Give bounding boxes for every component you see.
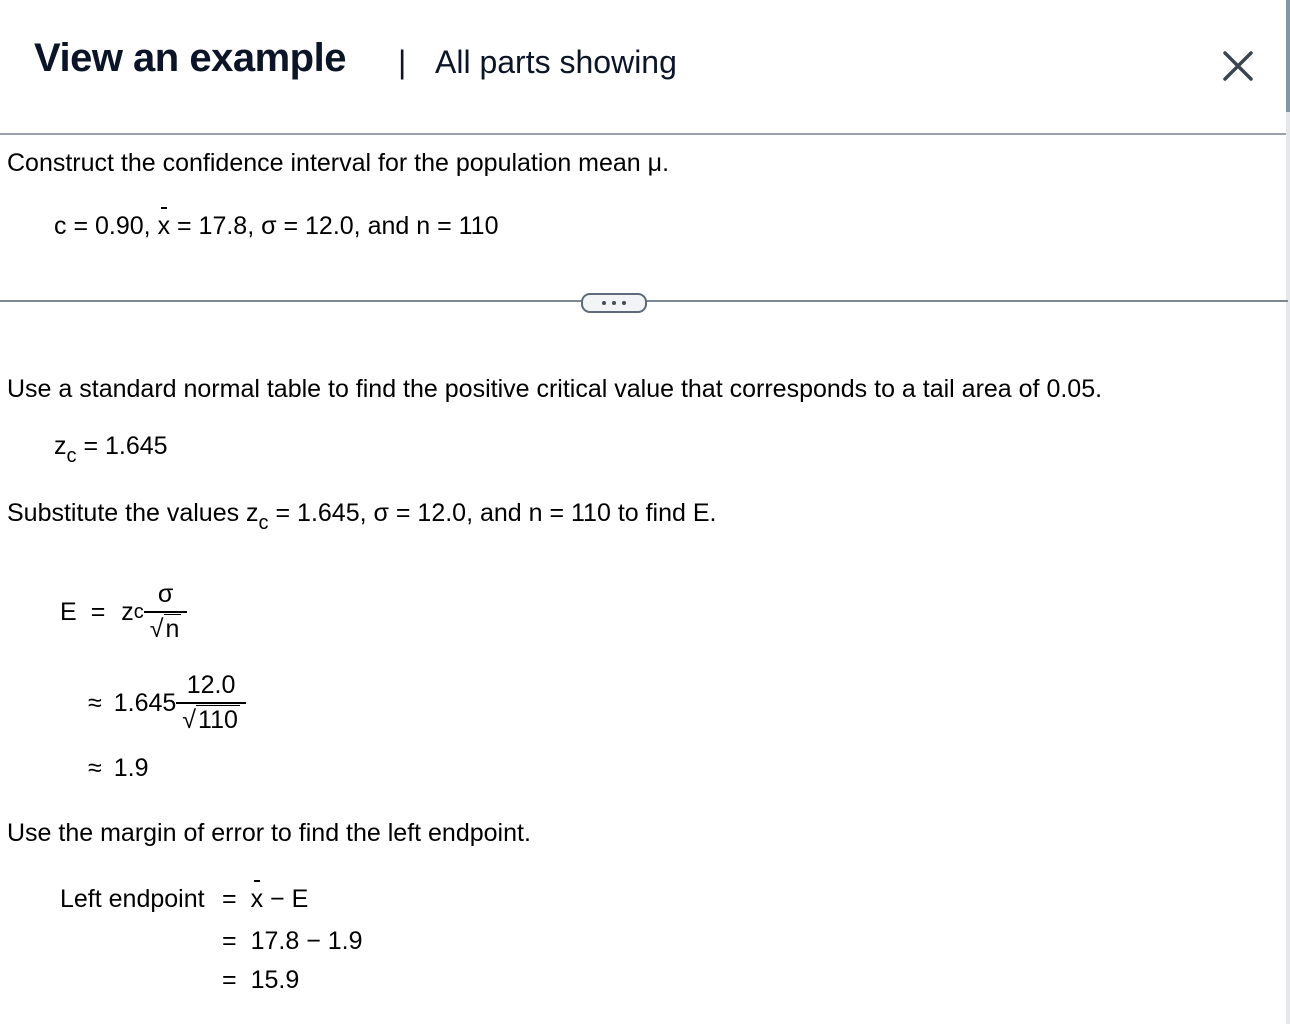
equals-sign: =	[222, 927, 237, 955]
step2-text-after: = 1.645, σ = 12.0, and n = 110 to find E.	[268, 499, 717, 527]
given-rest: = 17.8, σ = 12.0, and n = 110	[170, 212, 499, 240]
margin-of-error-result: 1.9	[113, 754, 149, 782]
header-divider	[0, 133, 1288, 135]
step1-text: Use a standard normal table to find the positive critical value that corresponds to a tail area of 0.05.	[7, 375, 1103, 403]
given-c: c = 0.90,	[54, 212, 151, 240]
sigma-over-root-n: $\frac{\sigma}{√n}$	[144, 580, 188, 644]
scrollbar-track[interactable]	[1286, 0, 1290, 1024]
equals-sign: =	[222, 885, 237, 913]
ellipsis-icon	[612, 301, 616, 305]
close-icon	[1220, 48, 1256, 84]
e-symbol: E	[60, 597, 77, 626]
ellipsis-icon	[602, 301, 606, 305]
step3-text: Use the margin of error to find the left endpoint.	[7, 819, 531, 847]
close-button[interactable]	[1220, 48, 1256, 84]
endpoint-substitution: 17.8 − 1.9	[250, 927, 363, 955]
equals-sign: =	[222, 966, 237, 994]
approx-sign: ≈	[88, 754, 102, 782]
z-subscript: c	[258, 512, 269, 534]
step2-text-before: Substitute the values z	[7, 499, 259, 527]
dialog-title: View an example	[34, 36, 346, 80]
left-endpoint-result: 15.9	[250, 966, 300, 994]
z-subscript: c	[66, 445, 77, 467]
given-values	[54, 212, 498, 241]
zc-value	[54, 432, 168, 467]
ellipsis-icon	[622, 301, 626, 305]
z-symbol: z	[121, 597, 134, 626]
z-value: = 1.645	[76, 432, 168, 460]
show-more-button[interactable]	[581, 293, 647, 313]
endpoint-rhs-3	[222, 966, 299, 995]
formula-line-3	[88, 754, 149, 783]
problem-prompt: Construct the confidence interval for the population mean μ.	[7, 149, 670, 177]
dialog-subtitle: All parts showing	[435, 44, 677, 80]
step2-text	[7, 499, 717, 534]
approx-sign: ≈	[88, 688, 102, 717]
endpoint-rhs-2	[222, 927, 363, 956]
formula-line-2	[88, 663, 246, 743]
formula-line-1: E = z c $\frac{\sigma}{√n}$	[60, 572, 187, 652]
minus-e: − E	[263, 885, 309, 913]
zc-number: 1.645	[113, 688, 177, 717]
sigma-over-root-n-values: $\frac{12.0}{√110}$	[176, 671, 246, 735]
scrollbar-thumb[interactable]	[1286, 0, 1290, 112]
xbar-symbol: x	[157, 212, 171, 240]
endpoint-rhs-1	[222, 885, 308, 914]
left-endpoint-label: Left endpoint	[60, 885, 205, 913]
equals-sign: =	[90, 597, 106, 626]
xbar-symbol: x	[250, 885, 264, 913]
endpoint-line-1	[60, 885, 205, 914]
z-symbol: z	[54, 432, 67, 460]
title-separator: |	[398, 44, 407, 80]
